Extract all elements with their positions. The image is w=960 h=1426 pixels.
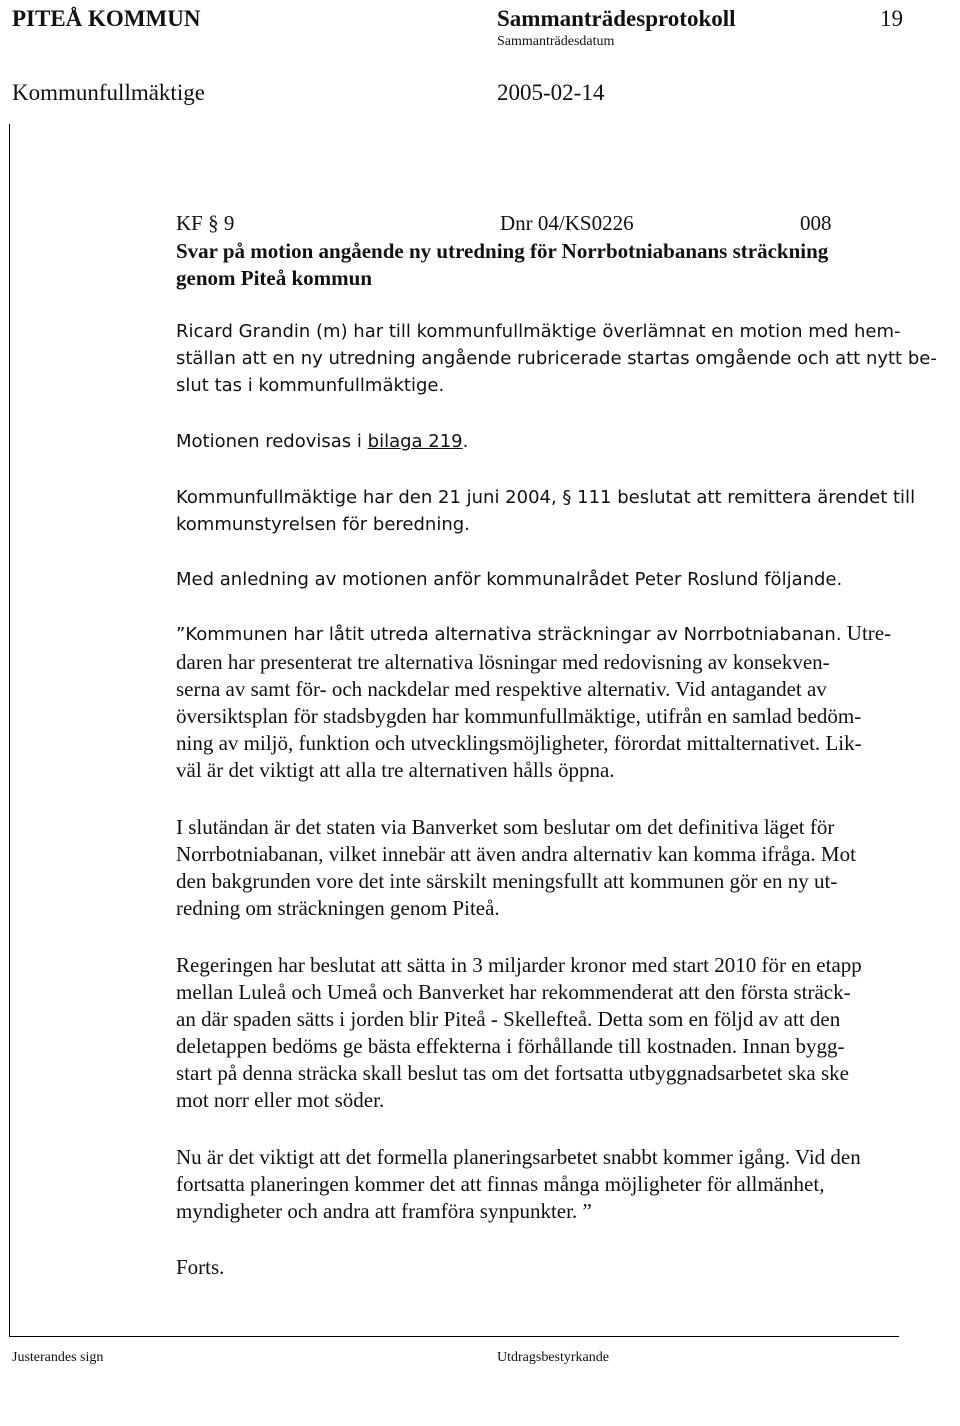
- org-name: PITEÅ KOMMUN: [12, 6, 201, 31]
- paragraph-line: I slutändan är det staten via Banverket som beslutar om det definitiva läget för: [176, 815, 835, 839]
- paragraph-line: mot norr eller mot söder.: [176, 1088, 385, 1112]
- date-label: Sammanträdesdatum: [497, 34, 615, 49]
- paragraph-line: översiktsplan för stadsbygden har kommunfullmäktige, utifrån en samlad bedöm-: [176, 704, 862, 728]
- paragraph-planning: [176, 1144, 861, 1225]
- case-code: 008: [800, 211, 832, 235]
- paragraph-line: Kommunfullmäktige har den 21 juni 2004, § 111 beslutat att remittera ärendet till: [176, 487, 916, 508]
- meeting-body: Kommunfullmäktige: [12, 80, 205, 105]
- case-dnr: Dnr 04/KS0226: [500, 211, 634, 235]
- paragraph-line-tail: Vid antagandet av: [670, 677, 827, 701]
- paragraph-line: Norrbotniabanan, vilket innebär att även andra alternativ kan komma ifråga. Mot: [176, 842, 856, 866]
- paragraph-line: daren har presenterat tre alternativa lösningar med redovisning av konsekven-: [176, 650, 830, 674]
- paragraph-line-tail: Lik-: [820, 731, 862, 755]
- paragraph-line: slut tas i kommunfullmäktige.: [176, 375, 445, 396]
- paragraph-line: redning om sträckningen genom Piteå.: [176, 896, 500, 920]
- case-number: KF § 9: [176, 211, 235, 235]
- case-title-line: Svar på motion angående ny utredning för Norrbotniabanans sträckning: [176, 239, 829, 263]
- paragraph-line: myndigheter och andra att framföra synpunkter. ”: [176, 1199, 592, 1223]
- paragraph-line: serna av samt för- och nackdelar med respektive alternativ.: [176, 677, 671, 701]
- case-title-line: genom Piteå kommun: [176, 266, 372, 290]
- paragraph-state-decision: [176, 814, 856, 922]
- paragraph-line: Ricard Grandin (m) har till kommunfullmäktige överlämnat en motion med hem-: [176, 321, 901, 342]
- attachment-link[interactable]: bilaga 219: [367, 431, 463, 452]
- paragraph-line: kommunstyrelsen för beredning.: [176, 514, 470, 535]
- paragraph-quote: [176, 620, 891, 784]
- continued-note: Forts.: [176, 1255, 225, 1279]
- paragraph-line: väl är det viktigt att alla tre alternativen hålls öppna.: [176, 758, 615, 782]
- quote-line-tail: Utre-: [841, 621, 892, 645]
- quote-line-sans: ”Kommunen har låtit utreda alternativa sträckningar av Norrbotniabanan.: [176, 624, 842, 645]
- footer-rule: [9, 1336, 899, 1337]
- paragraph-government: [176, 952, 862, 1114]
- paragraph-line: an där spaden sätts i jorden blir Piteå - Skellefteå. Detta som en följd av att den: [176, 1007, 841, 1031]
- paragraph-line: fortsatta planeringen kommer det att finnas många möjligheter för allmänhet,: [176, 1172, 825, 1196]
- paragraph-line: ställan att en ny utredning angående rubricerade startas omgående och att nytt be-: [176, 348, 937, 369]
- paragraph-line: mellan Luleå och Umeå och Banverket har rekommenderat att den första sträck-: [176, 980, 851, 1004]
- paragraph-referral: [176, 484, 915, 538]
- doc-type: Sammanträdesprotokoll: [497, 6, 736, 31]
- case-title: [176, 238, 828, 292]
- attachment-text: Motionen redovisas i: [176, 431, 368, 452]
- attachment-period: .: [462, 431, 469, 452]
- paragraph-line: ning av miljö, funktion och utvecklingsmöjligheter, förordat mittalternativet.: [176, 731, 821, 755]
- extract-label: Utdragsbestyrkande: [497, 1350, 609, 1365]
- paragraph-attachment: [176, 428, 468, 455]
- signature-label: Justerandes sign: [12, 1350, 104, 1365]
- paragraph-motion: [176, 318, 937, 399]
- paragraph-statement-intro: Med anledning av motionen anför kommunalrådet Peter Roslund följande.: [176, 569, 843, 590]
- paragraph-line: deletappen bedöms ge bästa effekterna i förhållande till kostnaden. Innan bygg-: [176, 1034, 845, 1058]
- paragraph-line: den bakgrunden vore det inte särskilt meningsfullt att kommunen gör en ny ut-: [176, 869, 838, 893]
- paragraph-line: start på denna sträcka skall beslut tas om det fortsatta utbyggnadsarbetet ska ske: [176, 1061, 849, 1085]
- page-number: 19: [880, 6, 903, 31]
- meeting-date: 2005-02-14: [497, 80, 605, 105]
- paragraph-line: Nu är det viktigt att det formella planeringsarbetet snabbt kommer igång. Vid den: [176, 1145, 861, 1169]
- paragraph-line: Regeringen har beslutat att sätta in 3 miljarder kronor med start 2010 för en etapp: [176, 953, 862, 977]
- left-margin-line: [9, 124, 10, 1336]
